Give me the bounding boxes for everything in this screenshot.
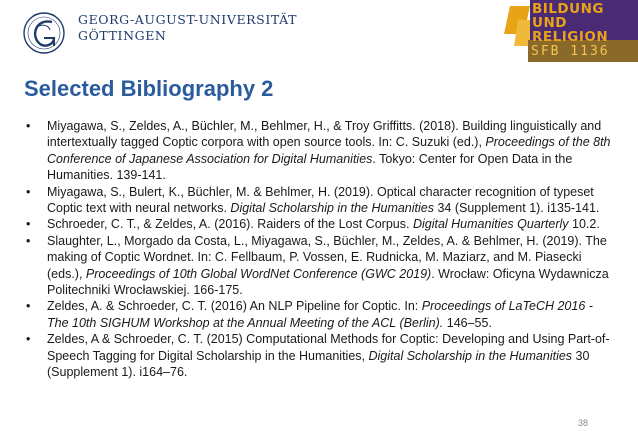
slide-title: Selected Bibliography 2 <box>24 76 274 101</box>
reference-text: . Tokyo: Center for Open Data in the Humanities. 139-141. <box>47 151 573 183</box>
sfb-line-religion: RELIGION <box>532 29 609 45</box>
reference-text: Schroeder, C. T., & Zeldes, A. (2016). Raiders of the Lost Corpus. <box>47 217 413 232</box>
reference-text: 10.2. <box>568 217 600 232</box>
sfb-line-und: UND <box>532 15 567 31</box>
university-name <box>78 12 297 44</box>
reference-title-italic: Digital Humanities Quarterly <box>412 217 569 232</box>
sfb-code-label: SFB 1136 <box>531 44 610 59</box>
reference-item <box>24 184 616 217</box>
reference-text: . Wrocław: Oficyna Wydawnicza Politechniki Wrocławskiej. 166-175. <box>47 266 609 298</box>
reference-text: Miyagawa, S., Zeldes, A., Büchler, M., Behlmer, H., & Troy Griffitts. (2018). Building linguistically and intertextually tagged Coptic corpora with open source tools. In: C. Suzuki (ed.), <box>47 119 602 150</box>
reference-title-italic: Proceedings of 10th Global WordNet Conference (GWC 2019) <box>85 266 432 281</box>
university-name-line2: GÖTTINGEN <box>78 28 167 43</box>
page-number: 38 <box>578 418 589 428</box>
reference-text: Slaughter, L., Morgado da Costa, L., Miyagawa, S., Büchler, M., Zeldes, A. & Behlmer, H. (2019). The making of Coptic Wordnet. In: C. Fellbaum, P. Vossen, E. Rudnicka, M. Maziarz, and M. Piasecki (eds.), <box>47 233 607 281</box>
reference-text: Zeldes, A & Schroeder, C. T. (2015) Computational Methods for Coptic: Developing and Using Part-of-Speech Tagging for Digital Scholarship in the Humanities, <box>47 332 610 363</box>
reference-item <box>24 233 616 299</box>
reference-item <box>24 216 616 232</box>
reference-text: Zeldes, A. & Schroeder, C. T. (2016) An NLP Pipeline for Coptic. In: <box>47 299 422 314</box>
reference-title-italic: Digital Scholarship in the Humanities <box>368 348 573 363</box>
reference-title-italic: Digital Scholarship in the Humanities <box>230 201 434 216</box>
university-name-line1: GEORG-AUGUST-UNIVERSITÄT <box>78 12 298 27</box>
reference-text: 34 (Supplement 1). i135-141. <box>434 201 600 216</box>
reference-title-italic: Proceedings of the 8th Conference of Japanese Association for Digital Humanities <box>47 135 611 166</box>
reference-text: 30 (Supplement 1). i164–76. <box>47 348 590 380</box>
university-seal-icon <box>22 10 66 56</box>
reference-list <box>24 118 616 381</box>
slide-header <box>0 0 638 68</box>
reference-item <box>24 331 616 380</box>
reference-title-italic: Proceedings of LaTeCH 2016 - The 10th SIGHUM Workshop at the Annual Meeting of the ACL (Berlin). <box>47 299 593 330</box>
reference-text: 146–55. <box>443 315 492 330</box>
reference-item <box>24 118 616 184</box>
reference-item <box>24 298 616 331</box>
reference-text: Miyagawa, S., Bulert, K., Büchler, M. & Behlmer, H. (2019). Optical character recognition of typeset Coptic text with neural networks. <box>47 184 594 216</box>
sfb-line-bildung: BILDUNG <box>532 1 604 17</box>
sfb-wordmark <box>532 2 608 44</box>
